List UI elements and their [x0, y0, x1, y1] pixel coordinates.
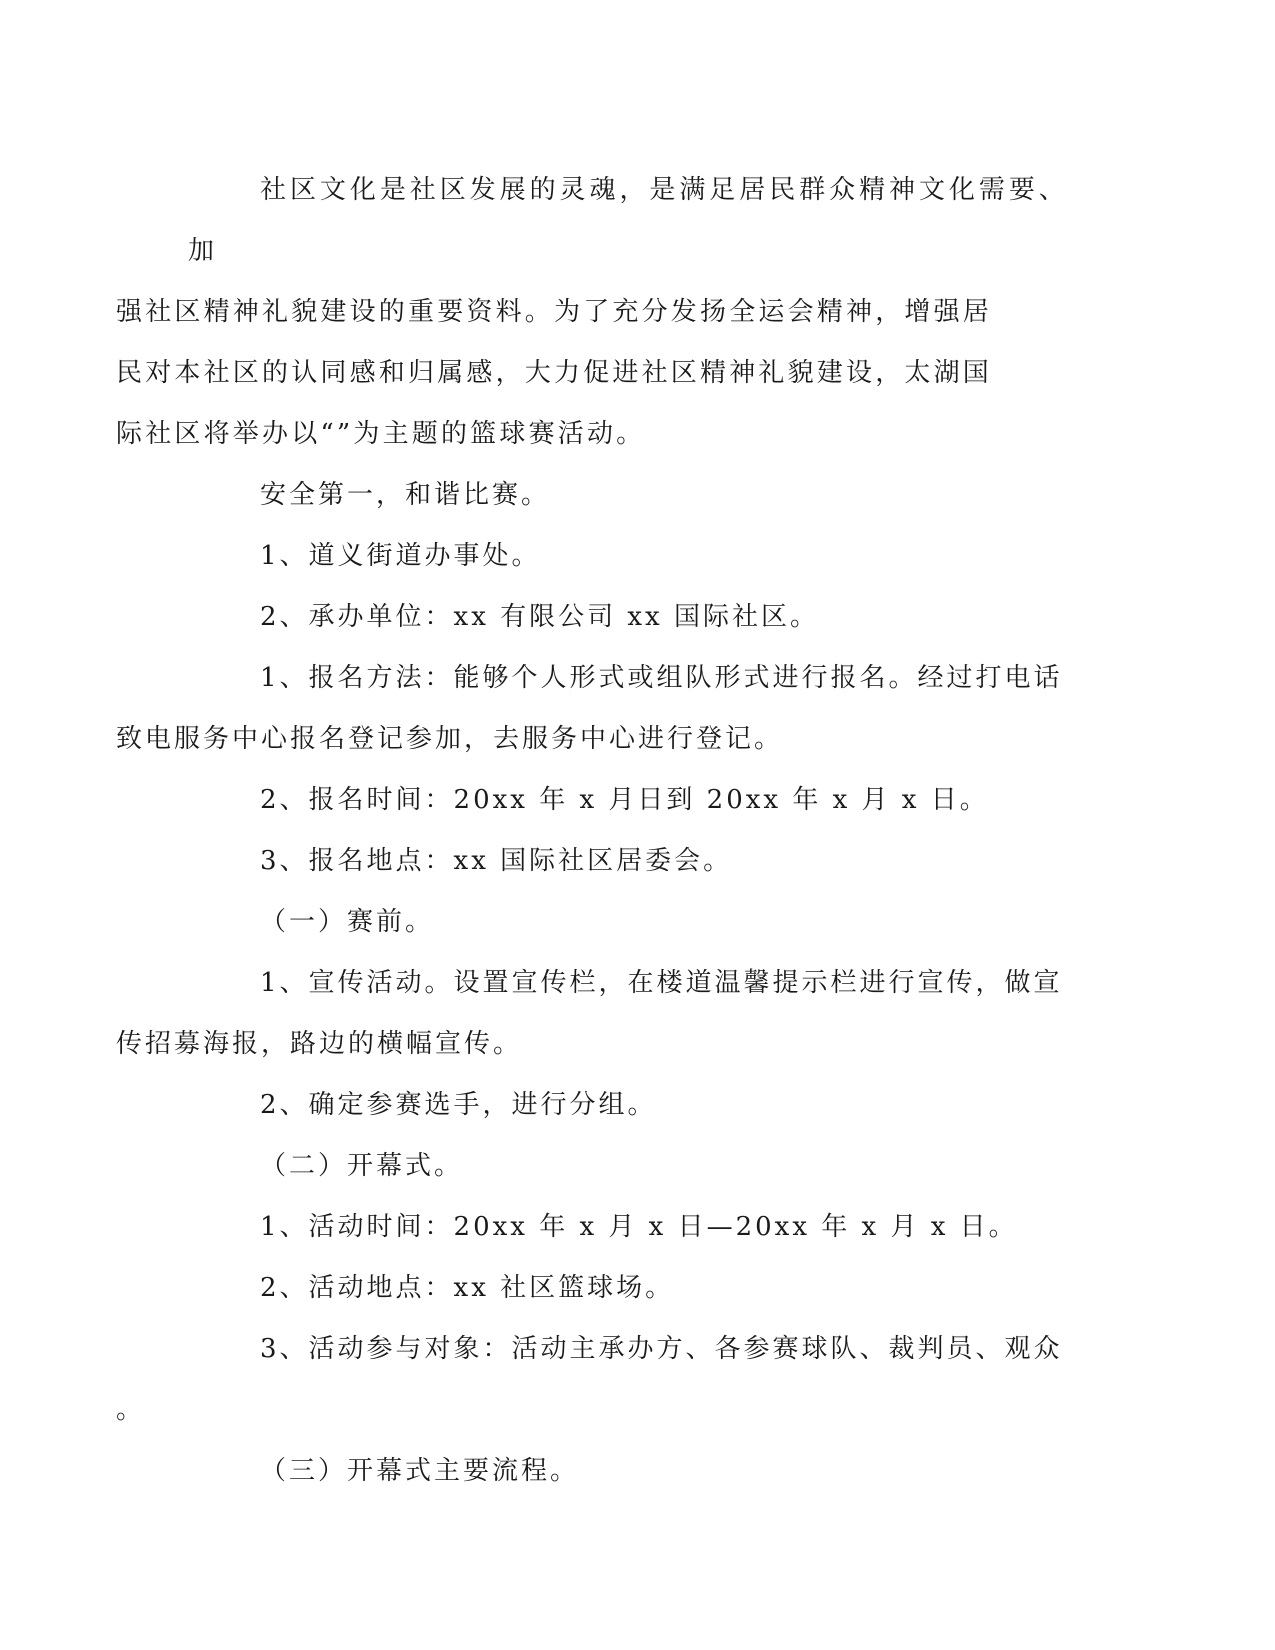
- text-line: 2、报名时间：20xx 年 x 月日到 20xx 年 x 月 x 日。: [260, 785, 989, 815]
- paragraph-principle: [188, 465, 1068, 526]
- paragraph-signup-method: [116, 648, 1068, 770]
- text-line: 2、活动地点：xx 社区篮球场。: [260, 1273, 675, 1303]
- text-line: 际社区将举办以“”为主题的篮球赛活动。: [116, 419, 646, 449]
- paragraph-intro: [116, 160, 1068, 465]
- document-body: [116, 160, 1068, 1502]
- paragraph-event-place: [188, 1258, 1068, 1319]
- text-line: 2、确定参赛选手，进行分组。: [260, 1090, 657, 1120]
- paragraph-participants: [116, 1319, 1068, 1441]
- text-line: 。: [116, 1395, 146, 1425]
- paragraph-host: [188, 587, 1068, 648]
- text-line: 3、报名地点：xx 国际社区居委会。: [260, 846, 733, 876]
- section-heading-opening: [188, 1136, 1068, 1197]
- text-line: 强社区精神礼貌建设的重要资料。为了充分发扬全运会精神，增强居: [116, 297, 993, 327]
- paragraph-publicity: [116, 953, 1068, 1075]
- text-line: 1、活动时间：20xx 年 x 月 x 日—20xx 年 x 月 x 日。: [260, 1212, 1018, 1242]
- section-heading-pre-game: [188, 892, 1068, 953]
- paragraph-grouping: [188, 1075, 1068, 1136]
- text-line: 安全第一，和谐比赛。: [260, 480, 551, 510]
- text-line: （三）开幕式主要流程。: [260, 1456, 580, 1486]
- text-line: （二）开幕式。: [260, 1151, 464, 1181]
- text-line: 民对本社区的认同感和归属感，大力促进社区精神礼貌建设，太湖国: [116, 358, 993, 388]
- paragraph-signup-time: [188, 770, 1068, 831]
- text-line: （一）赛前。: [260, 907, 435, 937]
- section-heading-opening-process: [188, 1441, 1068, 1502]
- text-line: 1、道义街道办事处。: [260, 541, 541, 571]
- text-line: 3、活动参与对象：活动主承办方、各参赛球队、裁判员、观众: [260, 1334, 1063, 1364]
- paragraph-organizer: [188, 526, 1068, 587]
- text-line: 致电服务中心报名登记参加，去服务中心进行登记。: [116, 724, 784, 754]
- paragraph-signup-place: [188, 831, 1068, 892]
- text-line: 1、报名方法：能够个人形式或组队形式进行报名。经过打电话: [260, 663, 1063, 693]
- text-line: 社区文化是社区发展的灵魂，是满足居民群众精神文化需要、加: [188, 175, 1068, 266]
- text-line: 2、承办单位：xx 有限公司 xx 国际社区。: [260, 602, 819, 632]
- text-line: 传招募海报，路边的横幅宣传。: [116, 1029, 523, 1059]
- text-line: 1、宣传活动。设置宣传栏，在楼道温馨提示栏进行宣传，做宣: [260, 968, 1063, 998]
- paragraph-event-time: [188, 1197, 1068, 1258]
